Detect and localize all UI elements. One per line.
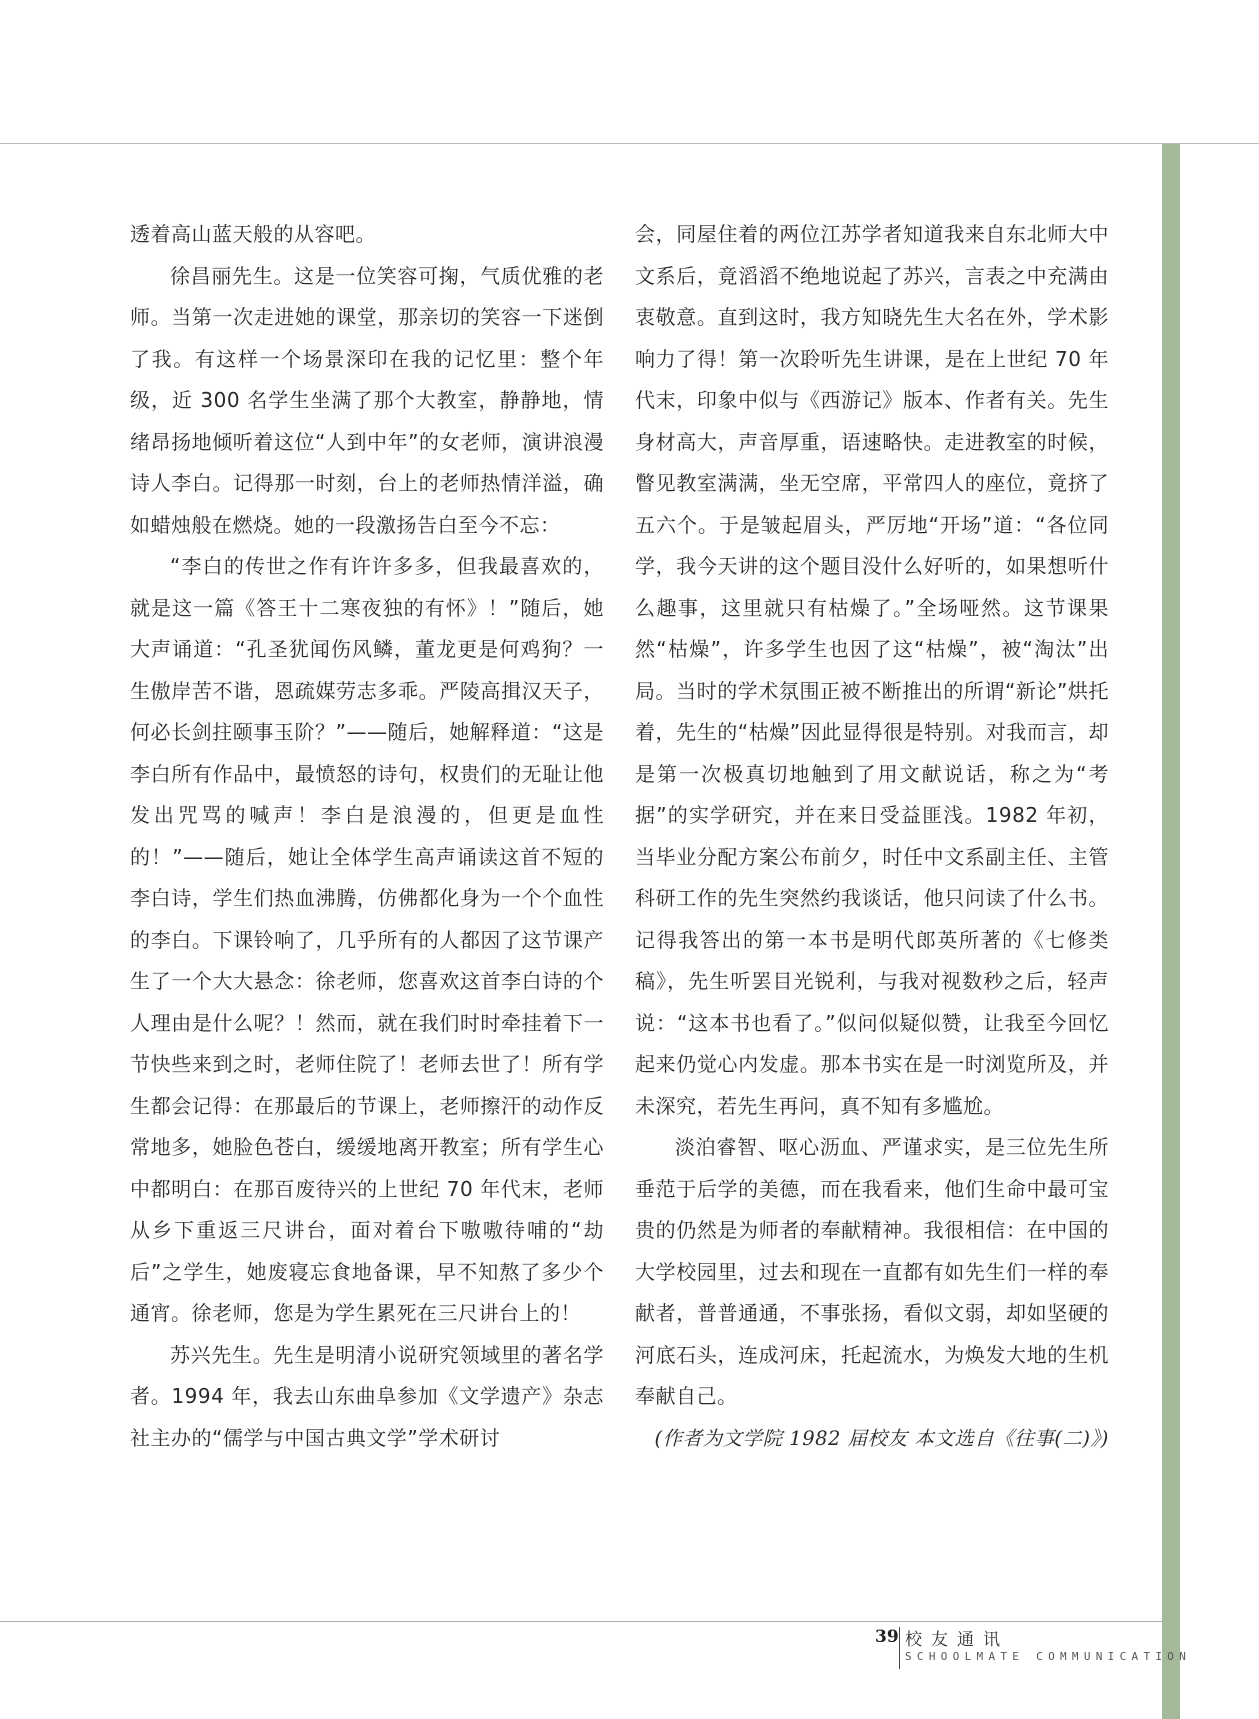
header-rule <box>0 143 1259 144</box>
footer-divider <box>899 1627 900 1669</box>
paragraph: “李白的传世之作有许许多多，但我最喜欢的，就是这一篇《答王十二寒夜独的有怀》！”随后，她大声诵道：“孔圣犹闻伤风鳞，董龙更是何鸡狗？一生傲岸苦不谐，恩疏媒劳志多乖。严陵高揖汉天子，何必长剑拄颐事玉阶？”——随后，她解释道：“这是李白所有作品中，最愤怒的诗句，权贵们的无耻让他发出咒骂的喊声！李白是浪漫的，但更是血性的！”——随后，她让全体学生高声诵读这首不短的李白诗，学生们热血沸腾，仿佛都化身为一个个血性的李白。下课铃响了，几乎所有的人都因了这节课产生了一个大大悬念：徐老师，您喜欢这首李白诗的个人理由是什么呢？！然而，就在我们时时牵挂着下一节快些来到之时，老师住院了！老师去世了！所有学生都会记得：在那最后的节课上，老师擦汗的动作反常地多，她脸色苍白，缓缓地离开教室；所有学生心中都明白：在那百废待兴的上世纪 70 年代末，老师从乡下重返三尺讲台，面对着台下嗷嗷待哺的“劫后”之学生，她废寝忘食地备课，早不知熬了多少个通宵。徐老师，您是为学生累死在三尺讲台上的！ <box>130 554 604 1325</box>
side-accent-bar <box>1162 144 1180 1719</box>
left-column <box>130 214 604 1459</box>
paragraph: 淡泊睿智、呕心沥血、严谨求实，是三位先生所垂范于后学的美德，而在我看来，他们生命中最可宝贵的仍然是为师者的奉献精神。我很相信：在中国的大学校园里，过去和现在一直都有如先生们一样的奉献者，普普通通，不事张扬，看似文弱，却如坚硬的河底石头，连成河床，托起流水，为焕发大地的生机奉献自己。 <box>635 1135 1109 1408</box>
author-note: (作者为文学院 1982 届校友 本文选自《往事(二)》) <box>654 1426 1109 1450</box>
right-column <box>635 214 1109 1459</box>
page-number: 39 <box>875 1627 899 1647</box>
page-footer <box>875 1623 1192 1671</box>
footer-rule <box>0 1621 1162 1622</box>
magazine-subtitle: SCHOOLMATE COMMUNICATION <box>905 1650 1192 1663</box>
paragraph: 苏兴先生。先生是明清小说研究领域里的著名学者。1994 年，我去山东曲阜参加《文学遗产》杂志社主办的“儒学与中国古典文学”学术研讨 <box>130 1342 604 1450</box>
paragraph: 会，同屋住着的两位江苏学者知道我来自东北师大中文系后，竟滔滔不绝地说起了苏兴，言表之中充满由衷敬意。直到这时，我方知晓先生大名在外，学术影响力了得！第一次聆听先生讲课，是在上世纪 70 年代末，印象中似与《西游记》版本、作者有关。先生身材高大，声音厚重，语速略快。走进教室的时候，瞥见教室满满，坐无空席，平常四人的座位，竟挤了五六个。于是皱起眉头，严厉地“开场”道：“各位同学，我今天讲的这个题目没什么好听的，如果想听什么趣事，这里就只有枯燥了。”全场哑然。这节课果然“枯燥”，许多学生也因了这“枯燥”，被“淘汰”出局。当时的学术氛围正被不断推出的所谓“新论”烘托着，先生的“枯燥”因此显得很是特别。对我而言，却是第一次极真切地触到了用文献说话，称之为“考据”的实学研究，并在来日受益匪浅。1982 年初，当毕业分配方案公布前夕，时任中文系副主任、主管科研工作的先生突然约我谈话，他只问读了什么书。记得我答出的第一本书是明代郎英所著的《七修类稿》，先生听罢目光锐利，与我对视数秒之后，轻声说：“这本书也看了。”似问似疑似赞，让我至今回忆起来仍觉心内发虚。那本书实在是一时浏览所及，并未深究，若先生再问，真不知有多尴尬。 <box>635 222 1109 1118</box>
paragraph: 徐昌丽先生。这是一位笑容可掬，气质优雅的老师。当第一次走进她的课堂，那亲切的笑容一下迷倒了我。有这样一个场景深印在我的记忆里：整个年级，近 300 名学生坐满了那个大教室，静静地，情绪昂扬地倾听着这位“人到中年”的女老师，演讲浪漫诗人李白。记得那一时刻，台上的老师热情洋溢，确如蜡烛般在燃烧。她的一段激扬告白至今不忘： <box>130 263 604 537</box>
paragraph: 透着高山蓝天般的从容吧。 <box>130 222 376 246</box>
magazine-title: 校友通讯 <box>905 1630 1009 1650</box>
